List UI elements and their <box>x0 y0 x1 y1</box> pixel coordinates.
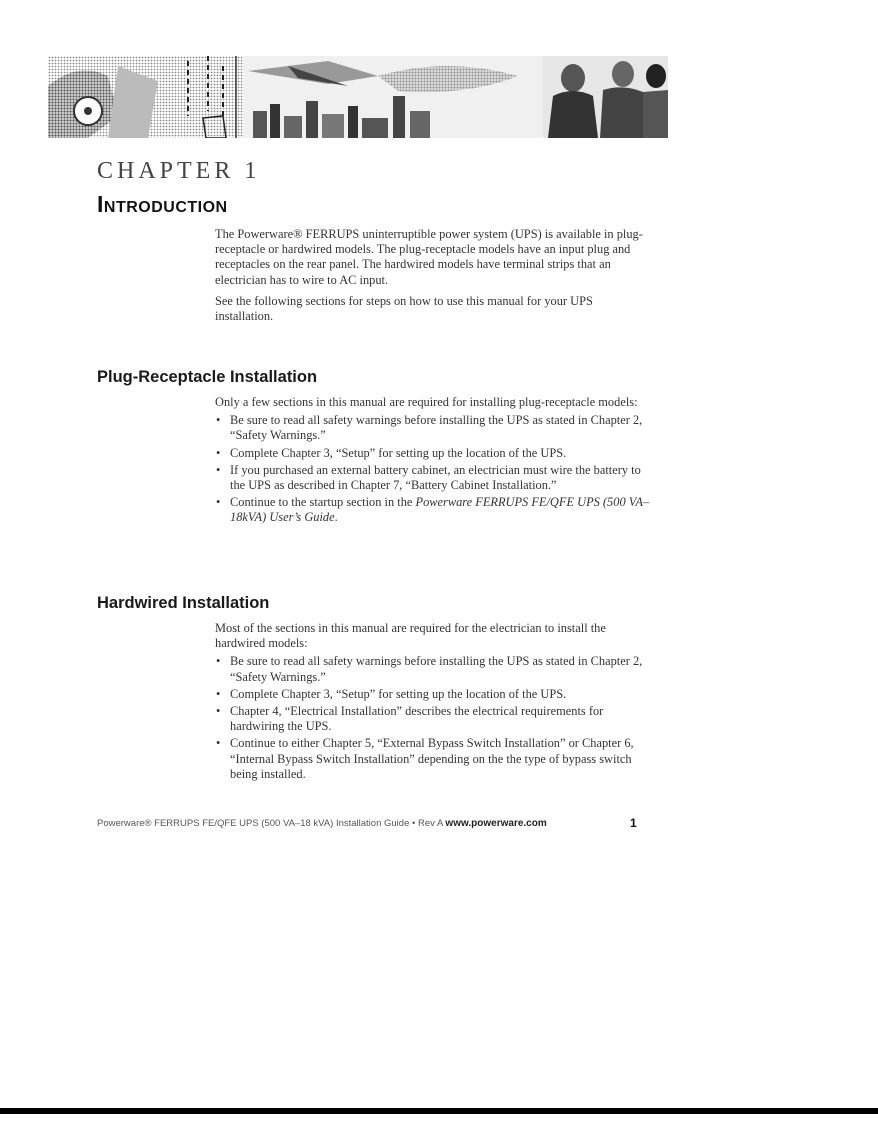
page-footer <box>97 818 645 829</box>
section-heading-hardwired: Hardwired Installation <box>97 594 270 612</box>
header-banner-image <box>48 56 668 138</box>
users-guide-title: Powerware FERRUPS FE/QFE UPS (500 VA–18kVA) User’s Guide <box>230 495 650 525</box>
plug-section-list <box>215 413 651 525</box>
list-item-text: Continue to the startup section in the <box>230 495 416 510</box>
list-item: • Be sure to read all safety warnings before installing the UPS as stated in Chapter 2, “Safety Warnings.” <box>215 654 651 684</box>
intro-paragraph-2: See the following sections for steps on how to use this manual for your UPS installation. <box>215 293 593 324</box>
list-item: • Complete Chapter 3, “Setup” for setting up the location of the UPS. <box>215 687 651 702</box>
chapter-title: Introduction <box>97 191 228 217</box>
bottom-border-bar <box>0 1108 878 1114</box>
intro-block <box>215 227 651 324</box>
list-item: • Continue to either Chapter 5, “External Bypass Switch Installation” or Chapter 6, “Internal Bypass Switch Installation” depending on the the type of bypass switch being installed. <box>215 736 651 782</box>
intro-paragraph-1: The Powerware® FERRUPS uninterruptible power system (UPS) is available in plug-receptacle or hardwired models. The plug-receptacle models have an input plug and receptacles on the rear panel. The hardwired models have terminal strips that an electrician has to wire to AC input. <box>215 227 643 287</box>
list-item: • Complete Chapter 3, “Setup” for setting up the location of the UPS. <box>215 446 651 461</box>
footer-url-link[interactable]: www.powerware.com <box>445 818 547 829</box>
list-item: • Chapter 4, “Electrical Installation” describes the electrical requirements for hardwiring the UPS. <box>215 704 651 734</box>
section-heading-plug-receptacle: Plug-Receptacle Installation <box>97 368 318 386</box>
hardwired-section-list <box>215 654 651 782</box>
plug-section-body <box>215 395 651 526</box>
hardwired-section-body <box>215 621 651 782</box>
list-item <box>215 495 651 525</box>
list-item: • Be sure to read all safety warnings before installing the UPS as stated in Chapter 2, “Safety Warnings.” <box>215 413 651 443</box>
list-item-end: . <box>334 510 338 525</box>
footer-text: Powerware® FERRUPS FE/QFE UPS (500 VA–18 kVA) Installation Guide • Rev A <box>97 818 446 829</box>
page-number: 1 <box>630 816 637 830</box>
hardwired-section-intro: Most of the sections in this manual are required for the electrician to install the hardwired models: <box>215 621 606 651</box>
list-item: • If you purchased an external battery cabinet, an electrician must wire the battery to the UPS as described in Chapter 7, “Battery Cabinet Installation.” <box>215 463 651 493</box>
plug-section-intro: Only a few sections in this manual are required for installing plug-receptacle models: <box>215 395 638 409</box>
chapter-label: CHAPTER 1 <box>97 158 261 184</box>
